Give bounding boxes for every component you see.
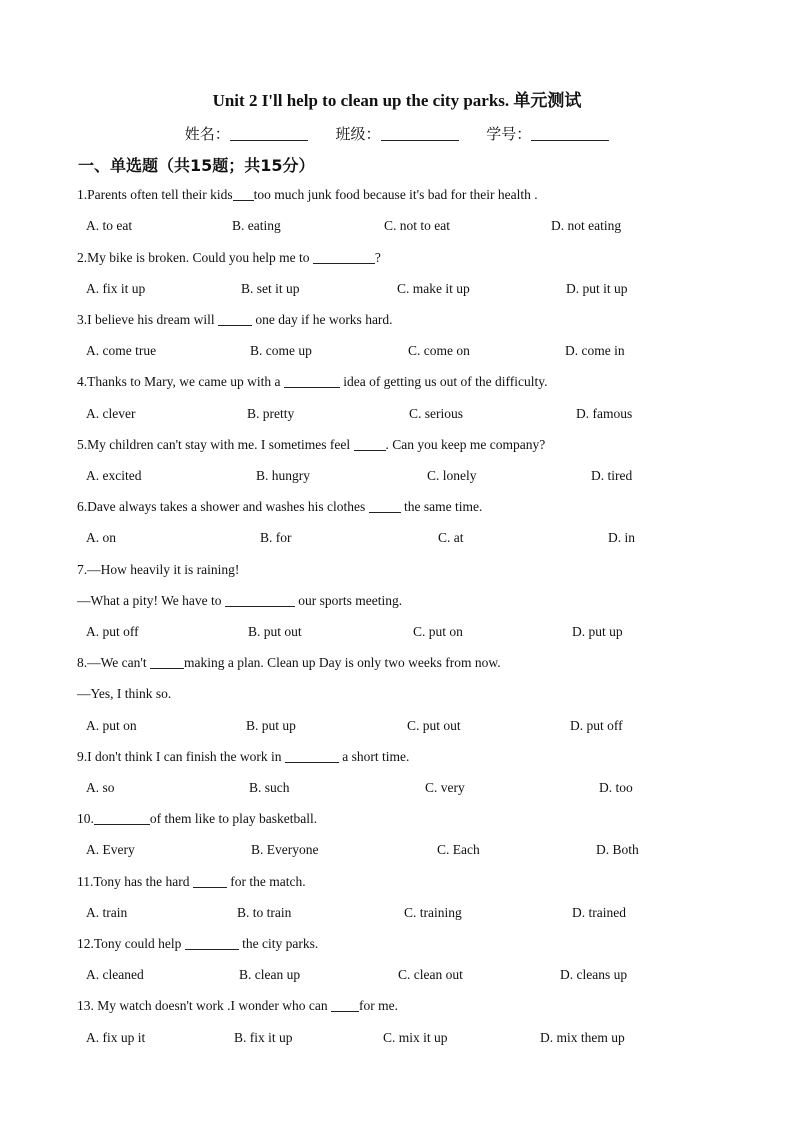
option-a[interactable]: A. to eat [86,218,133,233]
question-text: —Yes, I think so. [77,686,172,701]
answer-blank[interactable] [225,593,295,607]
answer-blank[interactable] [284,374,340,388]
answer-blank[interactable] [233,187,254,201]
options-2 [86,281,646,301]
option-d[interactable]: D. come in [565,343,625,358]
page-title: Unit 2 I'll help to clean up the city parks. 单元测试 [212,91,582,110]
question-text: 6.Dave always takes a shower and washes his clothes [77,499,369,514]
class-label: 班级： [335,127,381,143]
options-13 [86,1030,646,1050]
answer-blank[interactable] [369,499,401,513]
class-field [335,123,458,144]
option-a[interactable]: A. put off [86,624,139,639]
question-text: making a plan. Clean up Day is only two weeks from now. [183,655,501,670]
options-10 [86,842,646,862]
option-a[interactable]: A. cleaned [86,967,144,982]
options-6 [86,530,646,550]
question-text: our sports meeting. [294,593,403,608]
answer-blank[interactable] [193,874,227,888]
class-blank[interactable] [381,126,459,141]
name-blank[interactable] [230,126,308,141]
question-7 [77,562,239,578]
question-text: 11.Tony has the hard [77,874,193,889]
option-a[interactable]: A. fix up it [86,1030,146,1045]
option-b[interactable]: B. for [260,530,292,545]
option-d[interactable]: D. Both [596,842,639,857]
option-c[interactable]: C. mix it up [383,1030,448,1045]
options-8 [86,718,646,738]
option-c[interactable]: C. not to eat [384,218,450,233]
answer-blank[interactable] [94,811,150,825]
student-info-row [0,123,794,144]
question-text: the same time. [400,499,483,514]
question-text: . Can you keep me company? [385,437,546,452]
option-a[interactable]: A. Every [86,842,135,857]
option-c[interactable]: C. Each [437,842,480,857]
option-c[interactable]: C. come on [408,343,470,358]
option-c[interactable]: C. make it up [397,281,470,296]
option-b[interactable]: B. fix it up [234,1030,293,1045]
question-text: ? [374,250,381,265]
question-text: 9.I don't think I can finish the work in [77,749,285,764]
option-d[interactable]: D. not eating [551,218,622,233]
question-text: 7.—How heavily it is raining! [77,562,240,577]
options-11 [86,905,646,925]
question-text: for me. [359,998,398,1013]
question-text: 12.Tony could help [77,936,185,951]
question-text: of them like to play basketball. [149,811,318,826]
options-3 [86,343,646,363]
option-d[interactable]: D. tired [591,468,633,483]
option-b[interactable]: B. to train [237,905,292,920]
options-12 [86,967,646,987]
option-c[interactable]: C. very [425,780,465,795]
question-10 [77,811,317,827]
name-field [185,123,308,144]
option-c[interactable]: C. clean out [398,967,463,982]
option-a[interactable]: A. on [86,530,116,545]
option-b[interactable]: B. put up [246,718,296,733]
question-13 [77,998,398,1014]
question-text: 3.I believe his dream will [77,312,218,327]
question-9 [77,749,409,765]
option-a[interactable]: A. train [86,905,128,920]
option-b[interactable]: B. set it up [241,281,300,296]
option-b[interactable]: B. Everyone [251,842,319,857]
option-d[interactable]: D. trained [572,905,626,920]
option-d[interactable]: D. mix them up [540,1030,625,1045]
option-b[interactable]: B. eating [232,218,281,233]
question-text: 10. [77,811,94,826]
option-d[interactable]: D. put it up [566,281,628,296]
number-label: 学号： [486,127,532,143]
option-d[interactable]: D. in [608,530,635,545]
question-8-line-2 [77,686,171,702]
option-d[interactable]: D. famous [576,406,633,421]
options-7 [86,624,646,644]
question-7-line-2 [77,593,402,609]
question-text: a short time. [338,749,410,764]
question-text: 1.Parents often tell their kids [77,187,233,202]
option-a[interactable]: A. excited [86,468,142,483]
option-c[interactable]: C. at [438,530,464,545]
name-label: 姓名： [184,127,230,143]
question-text: one day if he works hard. [251,312,393,327]
question-8 [77,655,501,671]
option-c[interactable]: C. put on [413,624,463,639]
option-b[interactable]: B. such [249,780,290,795]
option-a[interactable]: A. put on [86,718,137,733]
question-12 [77,936,318,952]
answer-blank[interactable] [331,998,359,1012]
option-c[interactable]: C. put out [407,718,461,733]
question-text: too much junk food because it's bad for their health . [253,187,538,202]
option-b[interactable]: B. pretty [247,406,295,421]
option-a[interactable]: A. clever [86,406,136,421]
option-b[interactable]: B. put out [248,624,302,639]
question-text: 2.My bike is broken. Could you help me to [77,250,313,265]
question-text: 5.My children can't stay with me. I sometimes feel [77,437,354,452]
question-text: the city parks. [238,936,319,951]
option-d[interactable]: D. put up [572,624,623,639]
option-a[interactable]: A. come true [86,343,157,358]
question-text: idea of getting us out of the difficulty. [339,374,548,389]
option-a[interactable]: A. fix it up [86,281,146,296]
option-d[interactable]: D. too [599,780,633,795]
section-heading: 一、单选题（共15题；共15分） [78,156,315,175]
question-5 [77,437,545,453]
answer-blank[interactable] [354,437,386,451]
question-text: for the match. [226,874,306,889]
option-a[interactable]: A. so [86,780,115,795]
question-text: 13. My watch doesn't work .I wonder who can [77,998,332,1013]
number-blank[interactable] [531,126,609,141]
option-b[interactable]: B. clean up [239,967,301,982]
question-6 [77,499,482,515]
options-1 [86,218,646,238]
options-9 [86,780,646,800]
option-c[interactable]: C. training [404,905,462,920]
question-11 [77,874,306,890]
answer-blank[interactable] [285,749,339,763]
options-5 [86,468,646,488]
answer-blank[interactable] [150,655,184,669]
question-3 [77,312,393,328]
question-text: —What a pity! We have to [77,593,225,608]
option-d[interactable]: D. cleans up [560,967,628,982]
options-4 [86,406,646,426]
answer-blank[interactable] [313,250,375,264]
question-4 [77,374,548,390]
question-1 [77,187,538,203]
question-text: 8.—We can't [77,655,150,670]
option-d[interactable]: D. put off [570,718,623,733]
option-c[interactable]: C. serious [409,406,463,421]
question-text: 4.Thanks to Mary, we came up with a [77,374,284,389]
option-b[interactable]: B. hungry [256,468,310,483]
option-c[interactable]: C. lonely [427,468,477,483]
question-2 [77,250,381,266]
option-b[interactable]: B. come up [250,343,312,358]
answer-blank[interactable] [185,936,239,950]
answer-blank[interactable] [218,312,252,326]
number-field [486,123,609,144]
